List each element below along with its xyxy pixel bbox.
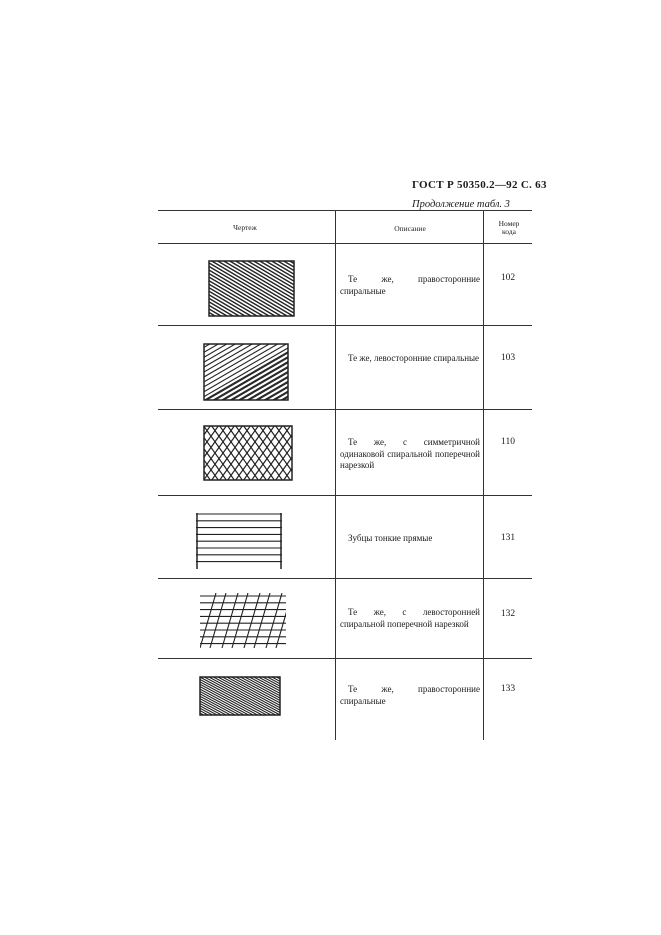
column-divider-1 — [335, 210, 336, 740]
hatch-line — [203, 425, 235, 481]
row-divider — [158, 325, 532, 326]
page-header-doc-ref: ГОСТ Р 50350.2—92 С. 63 — [412, 179, 547, 191]
pattern-right-spiral-small-drawing — [199, 676, 281, 716]
pattern-right-spiral-drawing — [208, 260, 295, 317]
row-code: 131 — [500, 533, 516, 543]
table-header-rule — [158, 243, 532, 244]
column-header-description: Описание — [394, 224, 426, 233]
hatch-line — [222, 593, 238, 648]
row-divider — [158, 409, 532, 410]
hatch-line — [203, 425, 235, 481]
column-header-drawing: Чертеж — [233, 223, 257, 232]
hatch-line — [210, 593, 226, 648]
row-description: Те же, правосторонние спиральные — [340, 274, 480, 296]
row-divider — [158, 658, 532, 659]
hatch-line — [200, 593, 216, 648]
row-description: Те же, с левосторонней спиральной поперечной нарезкой — [340, 607, 480, 629]
row-code: 110 — [501, 437, 515, 447]
column-header-code: Номер кода — [498, 219, 520, 236]
row-divider — [158, 495, 532, 496]
pattern-symmetric-crosshatch-drawing — [203, 425, 293, 481]
row-code: 102 — [500, 273, 516, 283]
row-description: Те же, левосторонние спиральные — [348, 353, 480, 363]
row-description: Те же, правосторонние спиральные — [340, 684, 480, 706]
hatch-line — [276, 593, 288, 648]
hatch-line — [266, 593, 282, 648]
row-code: 132 — [500, 609, 516, 619]
row-description: Зубцы тонкие прямые — [348, 533, 433, 543]
pattern-straight-horizontal-drawing — [196, 513, 282, 569]
row-code: 103 — [500, 353, 516, 363]
hatch-line — [254, 593, 270, 648]
hatch-line — [259, 425, 293, 481]
hatch-line — [203, 343, 229, 401]
table-caption: Продолжение табл. 3 — [412, 199, 510, 210]
table-top-rule — [158, 210, 532, 211]
hatch-line — [244, 593, 260, 648]
pattern-left-spiral-drawing — [203, 343, 289, 401]
pattern-left-spiral-cross-cut-drawing — [198, 593, 288, 648]
row-code: 133 — [500, 684, 516, 694]
hatch-line — [232, 593, 248, 648]
row-divider — [158, 578, 532, 579]
row-description: Те же, с симметричной одинаковой спиральной поперечной нарезкой — [340, 437, 480, 470]
column-divider-2 — [483, 210, 484, 740]
hatch-line — [259, 425, 293, 481]
